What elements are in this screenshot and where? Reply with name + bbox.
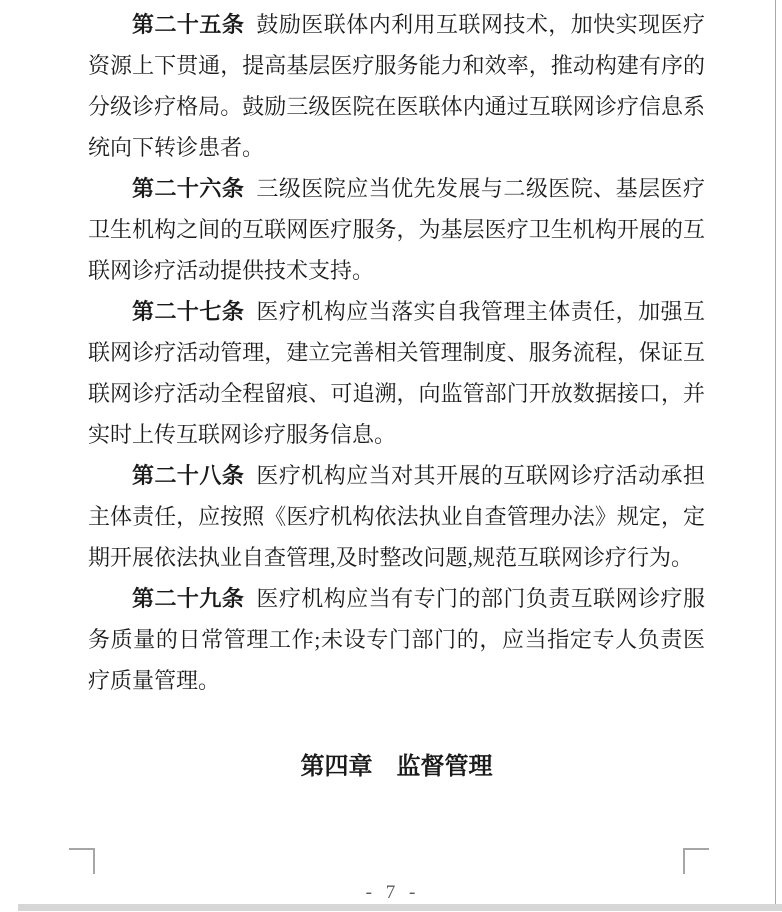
article-paragraph [88, 578, 705, 701]
article-paragraph [88, 291, 705, 455]
horizontal-scrollbar[interactable] [18, 904, 782, 911]
crop-mark-bottom-left [69, 848, 95, 874]
article-paragraph [88, 168, 705, 291]
article-number-label: 第二十八条 [132, 463, 245, 488]
article-paragraph [88, 455, 705, 578]
article-number-label: 第二十九条 [132, 586, 245, 611]
article-text: 医疗机构应当对其开展的互联网诊疗活动承担主体责任，应按照《医疗机构依法执业自查管理办法》规定，定期开展依法执业自查管理,及时整改问题,规范互联网诊疗行为。 [88, 463, 705, 570]
page-number: - 7 - [365, 882, 417, 903]
article-number-label: 第二十六条 [132, 176, 245, 201]
crop-mark-bottom-right [683, 848, 709, 874]
page-edge-divider [775, 0, 776, 904]
article-text: 鼓励医联体内利用互联网技术，加快实现医疗资源上下贯通，提高基层医疗服务能力和效率，推动构建有序的分级诊疗格局。鼓励三级医院在医联体内通过互联网诊疗信息系统向下转诊患者。 [88, 12, 705, 160]
chapter-heading: 第四章 监督管理 [300, 754, 493, 780]
article-text: 三级医院应当优先发展与二级医院、基层医疗卫生机构之间的互联网医疗服务，为基层医疗卫生机构开展的互联网诊疗活动提供技术支持。 [88, 176, 705, 283]
article-paragraph [88, 4, 705, 168]
article-text: 医疗机构应当有专门的部门负责互联网诊疗服务质量的日常管理工作;未设专门部门的，应当指定专人负责医疗质量管理。 [88, 586, 705, 693]
article-number-label: 第二十五条 [132, 12, 245, 37]
document-body [88, 4, 705, 701]
article-number-label: 第二十七条 [132, 299, 245, 324]
article-text: 医疗机构应当落实自我管理主体责任，加强互联网诊疗活动管理，建立完善相关管理制度、服务流程，保证互联网诊疗活动全程留痕、可追溯，向监管部门开放数据接口，并实时上传互联网诊疗服务信息。 [88, 299, 705, 447]
